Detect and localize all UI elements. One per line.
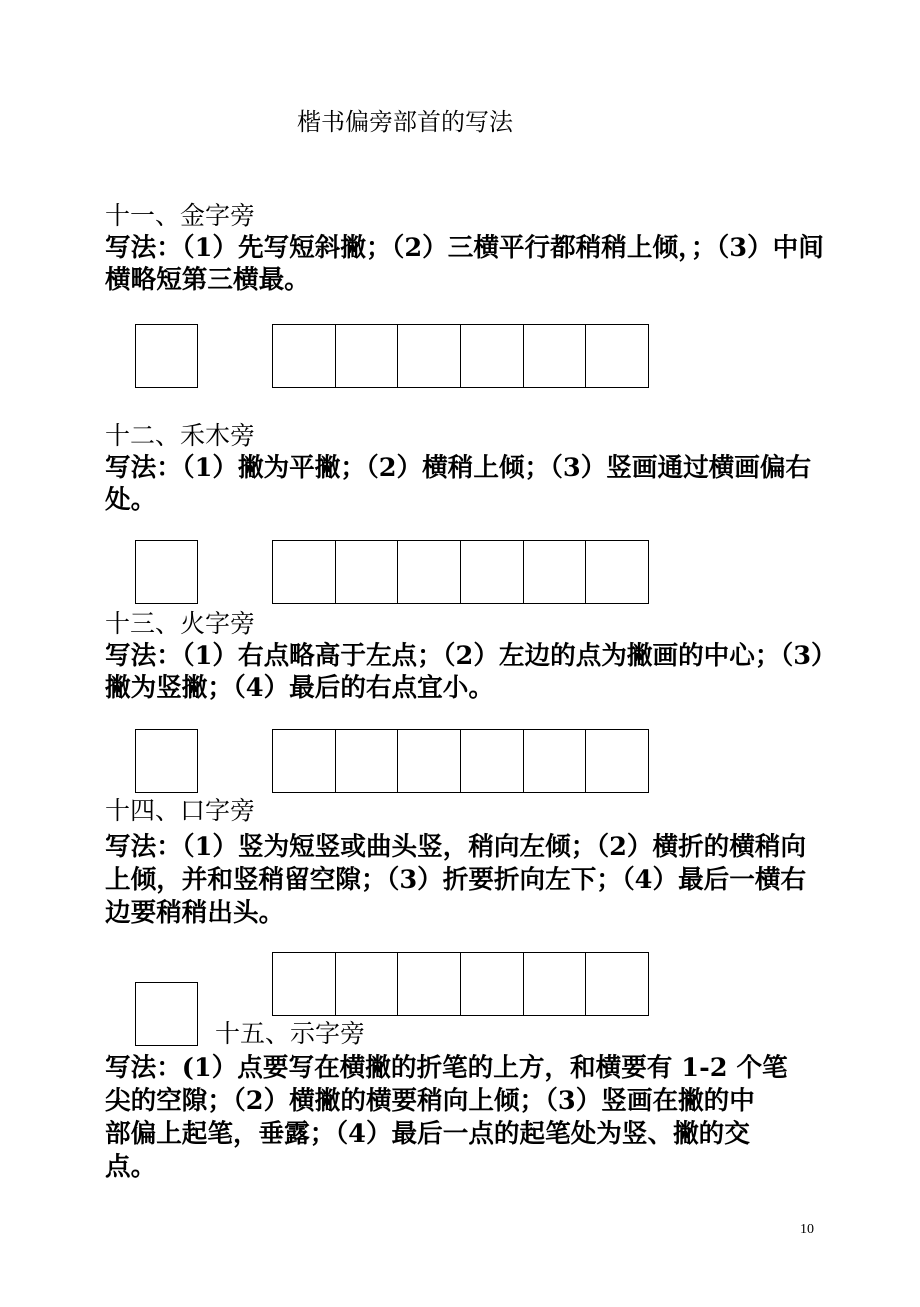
page-title: 楷书偏旁部首的写法	[297, 108, 513, 136]
section-heading: 十四、口字旁	[105, 796, 256, 825]
page-number: 10	[800, 1222, 814, 1237]
section-heading: 十二、禾木旁	[105, 421, 256, 450]
section-text: 横略短第三横最。	[105, 265, 310, 295]
practice-box	[135, 540, 198, 604]
section-heading: 十五、示字旁	[215, 1019, 366, 1048]
section-text: 处。	[105, 485, 157, 515]
practice-box	[135, 982, 198, 1046]
section-heading: 十三、火字旁	[105, 609, 256, 638]
section-text: 点。	[105, 1152, 157, 1182]
section-text: 部偏上起笔，垂露；（4）最后一点的起笔处为竖、撇的交	[105, 1119, 750, 1149]
section-text: 上倾，并和竖稍留空隙；（3）折要折向左下；（4）最后一横右	[105, 865, 807, 895]
practice-grid	[272, 952, 649, 1016]
practice-box	[135, 729, 198, 793]
section-text: 尖的空隙；（2）横撇的横要稍向上倾；（3）竖画在撇的中	[105, 1086, 755, 1116]
section-text: 边要稍稍出头。	[105, 898, 285, 928]
practice-grid	[272, 324, 649, 388]
section-heading: 十一、金字旁	[105, 201, 256, 230]
section-text: 撇为竖撇；（4）最后的右点宜小。	[105, 673, 494, 703]
practice-grid	[272, 540, 649, 604]
section-text: 写法：(1）点要写在横撇的折笔的上方，和横要有 1-2 个笔	[105, 1053, 788, 1083]
section-text: 写法：（1）撇为平撇；（2）横稍上倾；（3）竖画通过横画偏右	[105, 453, 812, 483]
practice-box	[135, 324, 198, 388]
section-text: 写法：（1）先写短斜撇；（2）三横平行都稍稍上倾，；（3）中间	[105, 233, 824, 263]
practice-grid	[272, 729, 649, 793]
section-text: 写法：（1）右点略高于左点；（2）左边的点为撇画的中心；（3）	[105, 641, 837, 671]
section-text: 写法：（1）竖为短竖或曲头竖，稍向左倾；（2）横折的横稍向	[105, 832, 807, 862]
